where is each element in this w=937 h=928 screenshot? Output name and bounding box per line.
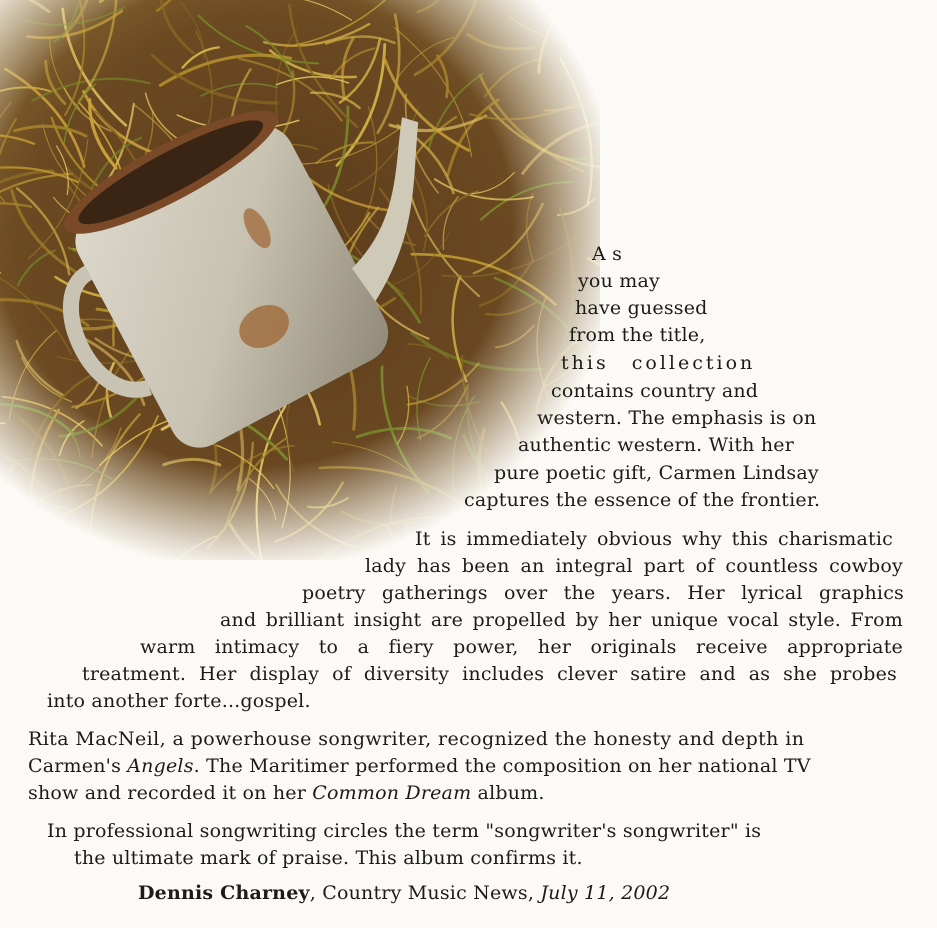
- para2-line: and brilliant insight are propelled by her unique vocal style. From: [220, 609, 903, 631]
- para4-line: the ultimate mark of praise. This album confirms it.: [74, 847, 583, 869]
- para2-line: It is immediately obvious why this charismatic: [415, 528, 893, 550]
- intro-line: western. The emphasis is on: [537, 407, 817, 429]
- para3-line: [28, 781, 545, 805]
- intro-line: captures the essence of the frontier.: [464, 489, 821, 511]
- intro-line: A s: [592, 243, 623, 265]
- intro-line: contains country and: [551, 380, 759, 402]
- author-name: Dennis Charney: [138, 882, 310, 904]
- intro-line: have guessed: [575, 297, 708, 319]
- para3-line: Rita MacNeil, a powerhouse songwriter, recognized the honesty and depth in: [28, 728, 805, 750]
- intro-line: this collection: [561, 352, 756, 374]
- para4-line: In professional songwriting circles the term "songwriter's songwriter" is: [47, 820, 762, 842]
- intro-line: pure poetic gift, Carmen Lindsay: [494, 462, 819, 484]
- para3-text: album.: [471, 782, 545, 804]
- para2-line: warm intimacy to a fiery power, her originals receive appropriate: [140, 636, 903, 658]
- para3-line: [28, 754, 811, 778]
- album-title: Common Dream: [312, 782, 472, 804]
- para2-line: poetry gatherings over the years. Her lyrical graphics: [302, 582, 904, 604]
- intro-line: from the title,: [569, 324, 706, 346]
- intro-line: authentic western. With her: [518, 434, 794, 456]
- para3-text: Carmen's: [28, 755, 128, 777]
- intro-line: you may: [578, 270, 660, 292]
- para3-text: show and recorded it on her: [28, 782, 313, 804]
- para2-line: treatment. Her display of diversity includes clever satire and as she probes: [82, 663, 897, 685]
- song-title-angels: Angels: [127, 755, 194, 777]
- para3-text: . The Maritimer performed the composition on her national TV: [193, 755, 811, 777]
- para2-line: into another forte...gospel.: [47, 690, 311, 712]
- publication: , Country Music News,: [309, 882, 541, 904]
- publication-date: July 11, 2002: [540, 882, 671, 904]
- signature: [138, 881, 670, 905]
- para2-line: lady has been an integral part of countless cowboy: [365, 555, 903, 577]
